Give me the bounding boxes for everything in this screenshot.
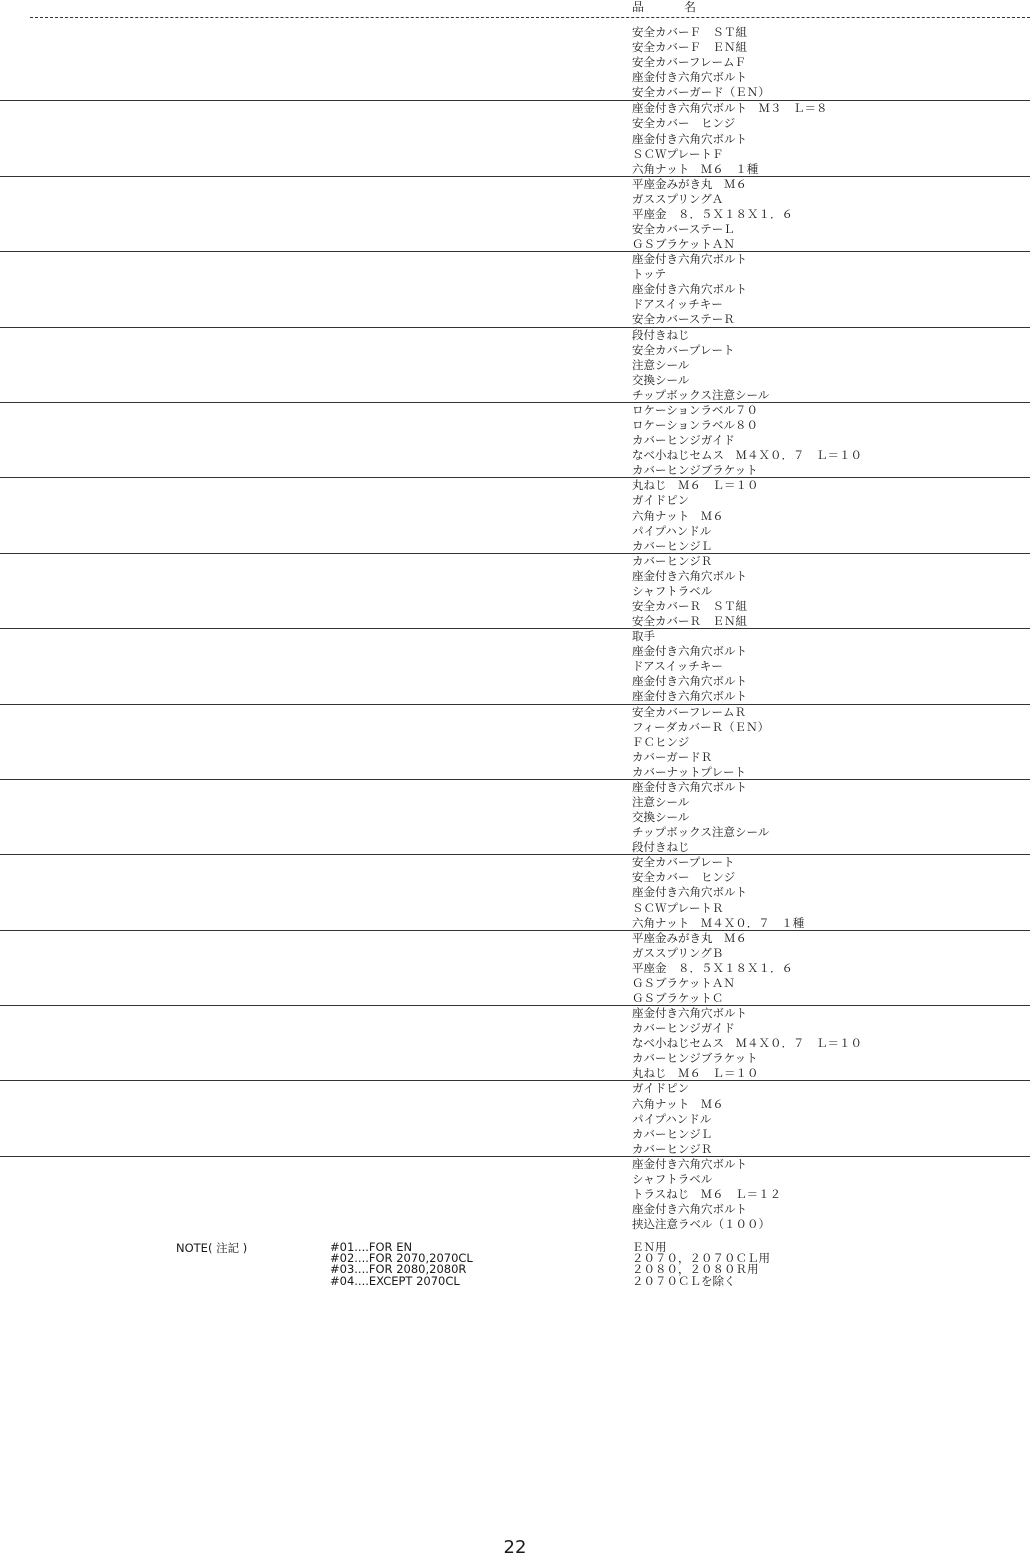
parts-group [0, 25, 1030, 100]
part-name-entry: 安全カバープレート [632, 855, 735, 870]
parts-group [0, 779, 1030, 854]
parts-group [0, 1005, 1030, 1080]
part-name-entry: 座金付き六角穴ボルト [632, 1202, 747, 1217]
parts-group [0, 327, 1030, 402]
part-name-entry: ＳＣＷプレートＦ [632, 146, 724, 161]
part-name-entry: 交換シール [632, 810, 690, 825]
part-name-entry: 座金付き六角穴ボルト [632, 885, 747, 900]
part-name-entry: 平座金みがき丸 Ｍ６ [632, 930, 747, 945]
part-name-entry: パイプハンドル [632, 523, 712, 538]
part-name-entry: カバーナットプレート [632, 764, 746, 779]
parts-group [0, 176, 1030, 251]
part-name-entry: ガススプリングＡ [632, 191, 724, 206]
part-name-entry: カバーヒンジＲ [632, 553, 713, 568]
part-name-entry: トラスねじ Ｍ６ Ｌ＝１２ [632, 1187, 782, 1202]
part-name-entry: なべ小ねじセムス Ｍ４Ｘ０．７ Ｌ＝１０ [632, 448, 862, 463]
part-name-entry: ＦＣヒンジ [632, 734, 690, 749]
parts-group-list [632, 101, 828, 176]
parts-group [0, 704, 1030, 779]
part-name-entry: なべ小ねじセムス Ｍ４Ｘ０．７ Ｌ＝１０ [632, 1036, 862, 1051]
parts-group-list [632, 478, 759, 553]
parts-group [0, 477, 1030, 552]
part-name-entry: 座金付き六角穴ボルト [632, 131, 747, 146]
part-name-entry: 安全カバーステーＬ [632, 222, 735, 237]
note-code: #03....FOR 2080,2080R [330, 1262, 467, 1277]
part-name-entry: 座金付き六角穴ボルト [632, 689, 747, 704]
part-name-entry: 丸ねじ Ｍ６ Ｌ＝１０ [632, 478, 759, 493]
parts-list [0, 25, 1030, 1231]
parts-group [0, 854, 1030, 929]
part-name-entry: 安全カバーＦ ＥＮ組 [632, 40, 747, 55]
part-name-entry: 座金付き六角穴ボルト [632, 1006, 747, 1021]
part-name-entry: トッテ [632, 267, 667, 282]
part-name-entry: カバーヒンジＬ [632, 538, 713, 553]
part-name-entry: シャフトラベル [632, 583, 713, 598]
part-name-entry: シャフトラベル [632, 1171, 713, 1186]
part-name-entry: 丸ねじ Ｍ６ Ｌ＝１０ [632, 1066, 759, 1081]
part-name-entry: カバーヒンジブラケット [632, 463, 758, 478]
header-dashed-rule [30, 17, 1030, 18]
note-code: #04....EXCEPT 2070CL [330, 1273, 460, 1288]
part-name-entry: 安全カバーガード（ＥＮ） [632, 85, 770, 100]
parts-group [0, 100, 1030, 175]
part-name-entry: ＧＳブラケットＣ [632, 991, 724, 1005]
column-header-part-name: 品 名 [632, 0, 711, 14]
note-japanese-list [632, 1242, 770, 1287]
part-name-entry: ＧＳブラケットＡＮ [632, 237, 735, 252]
part-name-entry: カバーヒンジブラケット [632, 1051, 758, 1066]
parts-group [0, 628, 1030, 703]
part-name-entry: 座金付き六角穴ボルト [632, 779, 747, 794]
part-name-entry: 平座金 ８．５Ｘ１８Ｘ１．６ [632, 960, 793, 975]
parts-group-list [632, 1081, 724, 1156]
part-name-entry: 座金付き六角穴ボルト Ｍ３ Ｌ＝８ [632, 101, 828, 116]
part-name-entry: ＳＣＷプレートＲ [632, 900, 724, 915]
parts-group [0, 1080, 1030, 1155]
note-japanese: ＥＮ用 [632, 1240, 667, 1254]
note-japanese: ２０７０，２０７０ＣＬ用 [632, 1251, 770, 1266]
part-name-entry: ＧＳブラケットＡＮ [632, 975, 735, 990]
parts-group [0, 402, 1030, 477]
parts-group [0, 930, 1030, 1005]
part-name-entry: 交換シール [632, 372, 690, 387]
part-name-entry: 平座金 ８．５Ｘ１８Ｘ１．６ [632, 206, 793, 221]
note-japanese: ２０７０ＣＬを除く [632, 1273, 736, 1288]
parts-group-list [632, 931, 793, 1006]
part-name-entry: 座金付き六角穴ボルト [632, 282, 747, 297]
part-name-entry: 安全カバーＲ ＥＮ組 [632, 614, 747, 629]
parts-group-list [632, 554, 747, 629]
parts-group-list [632, 252, 747, 327]
part-name-entry: パイプハンドル [632, 1111, 712, 1126]
parts-group-list [632, 629, 747, 704]
part-name-entry: 取手 [632, 629, 655, 644]
part-name-entry: 段付きねじ [632, 840, 690, 855]
part-name-entry: 六角ナット Ｍ６ [632, 1096, 724, 1111]
part-name-entry: カバーヒンジガイド [632, 1021, 735, 1036]
part-name-entry: ドアスイッチキー [632, 297, 723, 312]
part-name-entry: 挟込注意ラベル（１００） [632, 1217, 770, 1232]
part-name-entry: 座金付き六角穴ボルト [632, 674, 747, 689]
part-name-entry: 注意シール [632, 357, 690, 372]
part-name-entry: カバーヒンジＬ [632, 1126, 713, 1141]
parts-group-list [632, 1157, 781, 1232]
part-name-entry: ガイドピン [632, 493, 690, 508]
note-codes-list [330, 1242, 473, 1287]
parts-group-list [632, 25, 770, 100]
part-name-entry: ロケーションラベル８０ [632, 418, 759, 433]
part-name-entry: 座金付き六角穴ボルト [632, 568, 747, 583]
part-name-entry: 安全カバー ヒンジ [632, 116, 736, 131]
part-name-entry: 六角ナット Ｍ６ １種 [632, 161, 759, 176]
part-name-entry: 平座金みがき丸 Ｍ６ [632, 176, 747, 191]
parts-group-list [632, 1006, 862, 1081]
part-name-entry: 座金付き六角穴ボルト [632, 1156, 747, 1171]
page-number: 22 [503, 1537, 527, 1558]
part-name-entry: カバーヒンジＲ [632, 1141, 713, 1156]
part-name-entry: 安全カバーＦ ＳＴ組 [632, 25, 747, 39]
parts-group [0, 251, 1030, 326]
part-name-entry: フィーダカバーＲ（ＥＮ） [632, 719, 770, 734]
part-name-entry: ロケーションラベル７０ [632, 402, 759, 417]
parts-group-list [632, 403, 862, 478]
part-name-entry: ドアスイッチキー [632, 659, 723, 674]
part-name-entry: 安全カバーフレームＦ [632, 55, 746, 70]
note-code: #01....FOR EN [330, 1240, 413, 1254]
part-name-entry: カバーガードＲ [632, 749, 713, 764]
part-name-entry: 安全カバープレート [632, 342, 735, 357]
part-name-entry: 注意シール [632, 794, 690, 809]
parts-group-list [632, 855, 804, 930]
parts-group-list [632, 705, 769, 780]
part-name-entry: 安全カバーステーＲ [632, 312, 735, 327]
note-label: NOTE( 注記 ) [176, 1241, 248, 1255]
part-name-entry: 座金付き六角穴ボルト [632, 644, 747, 659]
part-name-entry: カバーヒンジガイド [632, 433, 735, 448]
note-japanese: ２０８０，２０８０Ｒ用 [632, 1262, 759, 1277]
part-name-entry: 六角ナット Ｍ４Ｘ０．７ １種 [632, 915, 805, 930]
part-name-entry: 座金付き六角穴ボルト [632, 252, 747, 267]
part-name-entry: ガイドピン [632, 1081, 690, 1096]
parts-group-list [632, 780, 769, 855]
part-name-entry: 安全カバー ヒンジ [632, 870, 736, 885]
part-name-entry: チップボックス注意シール [632, 387, 770, 402]
part-name-entry: 座金付き六角穴ボルト [632, 70, 747, 85]
part-name-entry: 六角ナット Ｍ６ [632, 508, 724, 523]
part-name-entry: 段付きねじ [632, 327, 690, 342]
parts-group [0, 1156, 1030, 1231]
part-name-entry: ガススプリングＢ [632, 945, 724, 960]
note-code: #02....FOR 2070,2070CL [330, 1251, 473, 1266]
part-name-entry: チップボックス注意シール [632, 825, 770, 840]
parts-group-list [632, 328, 769, 403]
parts-group [0, 553, 1030, 628]
part-name-entry: 安全カバーフレームＲ [632, 704, 746, 719]
parts-group-list [632, 177, 793, 252]
part-name-entry: 安全カバーＲ ＳＴ組 [632, 598, 747, 613]
